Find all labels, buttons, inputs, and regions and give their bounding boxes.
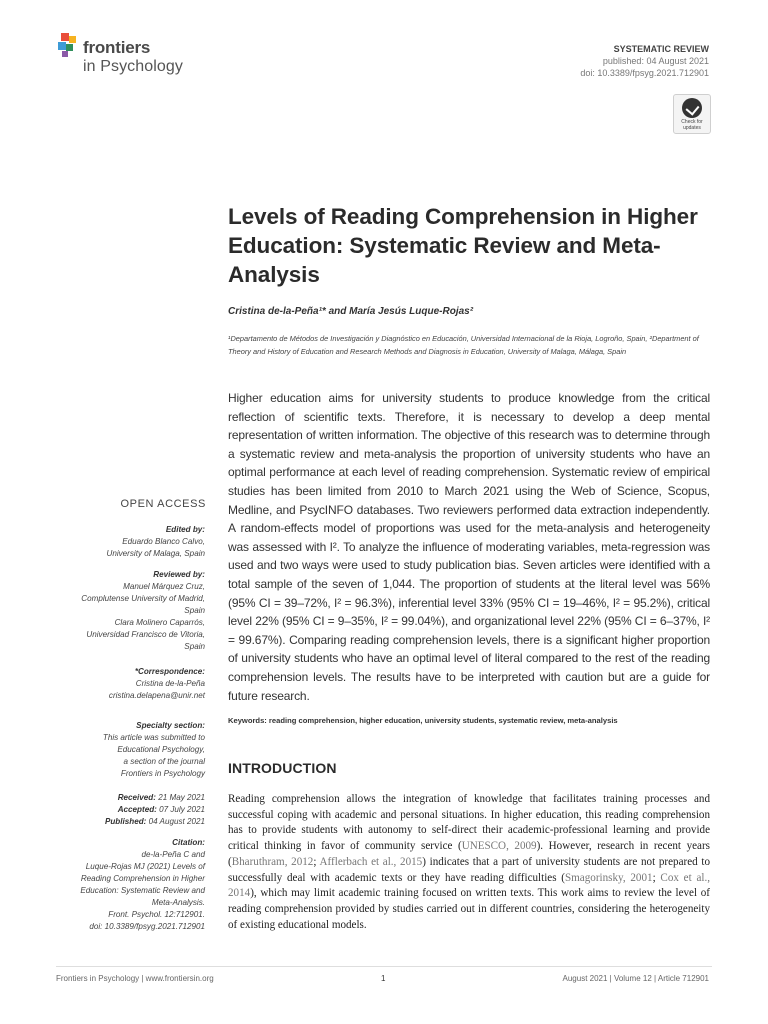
journal-logo bbox=[58, 33, 218, 81]
abstract-text: Higher education aims for university students to produce knowledge from the critical reflection of scientific texts. Therefore, it is necessary to develop a deep mental representation of written information. The objective of this research was to determine through a systematic review and meta-analysis the proportion of university students who have an optimal performance at each level of reading comprehension. Systematic review of empirical studies has been limited from 2010 to March 2021 using the Web of Science, Scopus, Medline, and PsycINFO databases. Two reviewers performed data extraction independently. A random-effects model of proportions was used for the meta-analysis and heterogeneity was assessed with I². To analyze the influence of moderating variables, meta-regression was used and two ways were used to study publication bias. Seven articles were identified with a total sample of the seven of 1,044. The proportion of students at the literal level was 56% (95% CI = 39–72%, I² = 96.3%), inferential level 33% (95% CI = 19–46%, I² = 95.2%), critical level 22% (95% CI = 9–35%, I² = 99.04%), and organizational level 22% (95% CI = 6–37%, I² = 99.67%). Comparing reading comprehension levels, there is a significant higher proportion of university students who have an optimal level of literal compared to the rest of the reading comprehension levels. The results have to be interpreted with caution but are a guide for future research. bbox=[228, 391, 710, 703]
received-label: Received: bbox=[117, 793, 156, 802]
edited-by-block: Edited by: Eduardo Blanco Calvo, University of Malaga, Spain bbox=[106, 525, 205, 558]
section-heading-introduction: INTRODUCTION bbox=[228, 760, 337, 776]
article-title: Levels of Reading Comprehension in Higher Education: Systematic Review and Meta-Analysis bbox=[228, 204, 698, 287]
logo-text-journal: in Psychology bbox=[83, 58, 184, 75]
article-header-meta bbox=[580, 43, 709, 79]
correspondence-label: *Correspondence: bbox=[134, 667, 205, 676]
published-date-side: 04 August 2021 bbox=[148, 817, 205, 826]
page-number: 1 bbox=[381, 974, 386, 983]
introduction-paragraph: Reading comprehension allows the integration of knowledge that facilitates training processes and successful coping with academic and personal situations. In higher education, this reading comprehension has to provide students with autonomy to self-direct their academic-professional learning and provide critical thinking in favor of community service (UNESCO, 2009). However, research in recent years (Bharuthram, 2012; Afflerbach et al., 2015) indicates that a part of university students are not prepared to successfully deal with academic texts or they have reading difficulties (Smagorinsky, 2001; Cox et al., 2014), which may limit academic training focused on written texts. This work aims to review the level of reading comprehension provided by studies carried out in different countries, considering the heterogeneity of existing educational models. bbox=[228, 793, 711, 931]
author-affiliations: ¹Departamento de Métodos de Investigación y Diagnóstico en Educación, Universidad Internacional de la Rioja, Logroño, Spain, ²Department of Theory and History of Education and Research Methods and Diagnosis in Education, University of Malaga, Málaga, Spain bbox=[228, 334, 699, 356]
check-updates-icon bbox=[682, 98, 702, 118]
article-type: SYSTEMATIC REVIEW bbox=[613, 44, 709, 54]
published-label: Published: bbox=[104, 817, 147, 826]
reviewed-by-label: Reviewed by: bbox=[153, 570, 205, 579]
keywords: Keywords: reading comprehension, higher education, university students, systematic review, meta-analysis bbox=[228, 716, 618, 725]
citation-link[interactable]: Bharuthram, 2012 bbox=[231, 855, 314, 868]
check-updates-label: Check for updates bbox=[681, 119, 703, 131]
logo-text-frontiers: frontiers bbox=[83, 38, 151, 57]
citation-link[interactable]: Smagorinsky, 2001 bbox=[565, 871, 653, 884]
check-for-updates-button[interactable] bbox=[673, 94, 711, 134]
accepted-date: 07 July 2021 bbox=[159, 805, 205, 814]
reviewed-by-block: Reviewed by: Manuel Márquez Cruz, Complutense University of Madrid, Spain Clara Molinero Caparrós, Universidad Francisco de Vitoria, Spain bbox=[81, 570, 205, 651]
accepted-label: Accepted: bbox=[117, 805, 157, 814]
footer-divider bbox=[56, 966, 712, 967]
published-date: published: 04 August 2021 bbox=[602, 56, 709, 66]
citation-label: Citation: bbox=[172, 838, 205, 847]
specialty-section-label: Specialty section: bbox=[136, 721, 205, 730]
footer-issue-info: August 2021 | Volume 12 | Article 712901 bbox=[562, 974, 709, 983]
article-doi: doi: 10.3389/fpsyg.2021.712901 bbox=[580, 68, 709, 78]
citation-block: Citation: de-la-Peña C and Luque-Rojas MJ (2021) Levels of Reading Comprehension in Higher Education: Systematic Review and Meta-Analysis. Front. Psychol. 12:712901. doi: 10.3389/fpsyg.2021.712901 bbox=[80, 838, 205, 931]
frontiers-logo-icon bbox=[58, 33, 80, 59]
citation-link[interactable]: UNESCO, 2009 bbox=[461, 840, 537, 853]
citation-link[interactable]: Cox et al., 2014 bbox=[228, 871, 711, 900]
article-authors: Cristina de-la-Peña¹* and María Jesús Luque-Rojas² bbox=[228, 306, 474, 317]
correspondence-block: *Correspondence: Cristina de-la-Peña cristina.delapena@unir.net bbox=[108, 667, 205, 700]
dates-block bbox=[105, 792, 205, 828]
citation-link[interactable]: Afflerbach et al., 2015 bbox=[319, 855, 423, 868]
received-date: 21 May 2021 bbox=[158, 793, 205, 802]
correspondence-email-link[interactable]: cristina.delapena@unir.net bbox=[108, 691, 205, 700]
footer-journal-link[interactable]: Frontiers in Psychology | www.frontiersin.org bbox=[56, 974, 214, 983]
edited-by-label: Edited by: bbox=[165, 525, 205, 534]
open-access-label: OPEN ACCESS bbox=[120, 498, 206, 510]
specialty-section-block: Specialty section: This article was submitted to Educational Psychology, a section of the journal Frontiers in Psychology bbox=[102, 721, 205, 778]
